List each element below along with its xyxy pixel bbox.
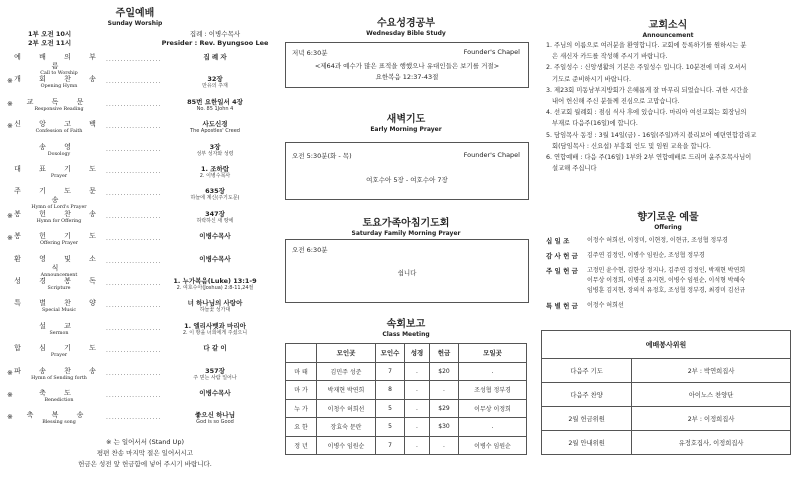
worship-item-value-sub: 하늘에 계신(주기도문) [190,195,240,202]
leader-dots: ................... [106,123,162,131]
table-cell: 마 가 [286,381,317,400]
table-cell: 김민주 성준 [317,362,376,381]
worship-item-en: Prayer [50,353,68,359]
worship-item-value [160,187,270,201]
worship-item-value-sub: 주 믿는 사람 일어나 [193,374,237,381]
table-cell: . [430,436,459,455]
offering-subtitle: Offering [654,224,682,231]
leader-dots: ................... [106,168,162,175]
worship-item-value [160,143,270,157]
worship-item-ko: 주 기 도 문 송 [14,187,104,205]
worship-item-name [14,75,104,90]
leader-dots: ................... [106,392,162,399]
table-cell: 조성협 정부경 [459,381,527,400]
announcement-line: 3. 제23회 미동남부지방회가 은혜롭게 잘 마무리 되었습니다. 귀한 시간을 [546,86,749,94]
worship-item [0,210,270,232]
announcement-line: 5. 담임목사 동정 : 3월 14일(금) - 16일(주일)까지 블리보어 예뎐연합감리교 [546,131,757,139]
stand-marker: ※ [7,99,13,108]
worship-item-value-main: 이병수목사 [199,389,231,397]
worship-item-value [160,411,270,425]
worship-item-name [14,344,104,359]
worship-item-name [14,98,104,113]
offering-names: 이무상 이정희, 이병권 유지현, 이병수 임원순, 이석형 박혜숙 [587,277,746,284]
table-row [286,436,527,455]
worship-item-value [160,232,270,240]
volunteers-header-row [542,331,791,359]
leader-dots: ................... [106,302,162,310]
table-header: 모인수 [376,344,405,363]
worship-item-name [14,143,104,158]
service-time-2: 2부 오전 11시 [28,39,72,47]
dawn-title: 새벽기도 [386,114,426,125]
worship-item-value-main: 다 같 이 [203,344,227,353]
worship-item-ko: 봉 헌 찬 송 [14,209,104,218]
dawn-place: Founder's Chapel [463,151,520,159]
worship-item-name [14,411,104,426]
worship-item-value [160,98,270,112]
table-header: 모일곳 [459,344,527,363]
worship-item [0,165,270,187]
worship-item-value [160,120,270,134]
volunteer-name: 2부 : 박연희집사 [632,359,791,383]
table-cell: . [459,362,527,381]
volunteer-role: 다음주 기도 [542,359,632,383]
footer-note-2: 헌금은 성전 앞 헌금함에 넣어 주시기 바랍니다. [78,460,212,468]
offering-title: 향기로운 예물 [637,212,699,223]
worship-item [0,389,270,411]
announcement-line: 설교해 주십니다 [546,165,597,173]
table-cell: . [405,418,430,437]
worship-item-ko: 파 송 찬 송 [14,366,104,375]
stand-marker: ※ [7,77,13,86]
worship-item-value [160,53,270,61]
worship-item-value-main: 이병수목사 [199,254,231,263]
dawn-time: 오전 5:30분(화 - 목) [292,152,352,160]
worship-item [0,187,270,209]
offering-names: 임병훈 김지현, 장의석 유정호, 조성협 정부경, 최경미 김선규 [587,287,746,294]
worship-item-value-sub: No. 85 1John 4 [196,105,234,112]
table-cell: . [405,381,430,400]
table-cell: 7 [376,362,405,381]
wednesday-lesson: <제64과 예수가 많은 표적을 행했으나 유대인들은 보기를 거절> [314,62,500,70]
table-cell: . [405,362,430,381]
worship-item-name [14,389,104,404]
table-cell: $29 [430,399,459,418]
worship-item-name [14,277,104,292]
table-header: 성경 [405,344,430,363]
stand-marker: ※ [7,122,13,131]
worship-item-value [160,389,270,397]
worship-item-en: Offering Prayer [40,241,78,247]
worship-item-en: Hymn of Sending forth [31,375,87,381]
announcement-line: 부재로 다음주(16일)에 합니다. [546,120,638,128]
table-cell: . [430,381,459,400]
presider-en: Presider : Rev. Byungsoo Lee [161,39,269,47]
presider-ko: 집례 : 이병수목사 [189,30,241,38]
table-cell: 누 가 [286,399,317,418]
worship-item-value-main: 집 례 자 [203,53,227,61]
leader-dots: ................... [106,145,162,153]
table-header: 헌금 [430,344,459,363]
table-cell: 정 년 [286,436,317,455]
worship-item-value-main: 1. 누가복음(Luke) 13:1-9 [173,277,257,285]
worship-item-en: Responsive Reading [34,106,84,112]
worship-item [0,255,270,277]
worship-item [0,120,270,142]
saturday-box [285,239,529,303]
leader-dots: ................... [106,347,162,355]
worship-item-ko: 대 표 기 도 [14,165,104,173]
worship-item-value-main: 347장 [205,209,225,218]
leader-dots: ................... [106,100,162,108]
worship-item-en: Announcement [40,272,78,278]
worship-item-ko: 합 심 기 도 [14,344,104,353]
worship-item-en: Sermon [49,330,69,336]
table-cell: 장효숙 문란 [317,418,376,437]
table-cell: 5 [376,399,405,418]
offering-label: 십 일 조 [546,237,570,245]
table-row [542,407,791,431]
worship-item-ko: 신 앙 고 백 [14,120,104,129]
announcement-line: 내어 헌신해 주신 분들께 진심으로 고맙습니다. [546,98,680,106]
saturday-title: 토요가족아침기도회 [362,218,450,229]
worship-item-value-main: 357장 [205,366,225,375]
worship-item-ko: 개 회 찬 송 [14,75,104,84]
worship-item [0,232,270,254]
stand-note: ※ 는 일어서서 (Stand Up) [106,438,184,446]
worship-item-name [14,210,104,225]
worship-item [0,75,270,97]
cell-title: 속회보고 [386,319,426,330]
worship-item-ko: 성 경 봉 독 [14,277,104,285]
worship-item-en: Call to Worship [40,71,78,76]
worship-item-name [14,165,104,180]
notice-title: 교회소식 [648,20,688,31]
presider [160,30,270,48]
leader-dots: ................... [106,235,162,243]
table-cell: 이병수 임원순 [317,436,376,455]
class-meeting-table [285,343,527,455]
worship-item-value-main: 1. 조하람 [200,165,230,173]
worship-item-name [14,299,104,314]
worship-item-en: Prayer [50,174,68,179]
class-meeting-body [286,362,527,455]
volunteer-name: 아이노스 찬양단 [632,383,791,407]
worship-item-value-main: 사도신경 [202,120,228,129]
worship-item-en: Blessing song [42,420,76,426]
worship-item-value-main: 좋으신 하나님 [195,411,235,420]
worship-item [0,411,270,433]
worship-item-value-main: 635장 [205,187,225,196]
worship-item-value [160,299,270,313]
table-cell: . [405,399,430,418]
stand-marker: ※ [7,211,13,220]
volunteer-role: 2월 헌금위원 [542,407,632,431]
wednesday-place: Founder's Chapel [463,48,520,56]
worship-item-value-main: 32장 [207,75,223,84]
leader-dots: ................... [106,414,162,422]
worship-item-en: Scripture [47,286,71,291]
worship-item-ko: 교 독 문 [26,97,92,106]
dawn-subtitle: Early Morning Prayer [370,126,442,133]
saturday-note: 쉽니다 [397,269,417,277]
worship-item-value-sub: 성부 성자와 성령 [196,150,234,157]
table-row [286,362,527,381]
table-cell: 요 한 [286,418,317,437]
leader-dots: ................... [106,324,162,332]
worship-item-value-main: 3장 [209,142,221,151]
worship-item [0,98,270,120]
worship-item-value-sub: 2. 이 땅을 너희에게 주셨으니 [182,329,248,336]
worship-item-ko: 축 도 [39,389,79,397]
announcement-line: 2. 주일성수 : 신앙생활의 기본은 주일성수 입니다. 10분전에 미리 오셔서 [546,64,747,72]
table-row [542,359,791,383]
offering-label: 특 별 헌 금 [546,302,578,310]
offering-label: 감 사 헌 금 [546,252,578,260]
table-header-row [286,344,527,363]
worship-item-en: Hymn for Offering [36,218,82,224]
worship-item [0,299,270,321]
offering-names: 고정민 윤수현, 김한상 정지나, 김주연 김정인, 박재현 박연희 [587,267,746,274]
table-cell: $20 [430,362,459,381]
worship-item-value [160,210,270,224]
table-cell: 마 태 [286,362,317,381]
worship-item-name [14,232,104,247]
volunteer-name: 유정호집사, 이정희집사 [632,431,791,455]
announcement-line: 1. 주님의 이름으로 여러분을 환영합니다. 교회에 등록하기를 원하시는 분 [546,42,747,49]
worship-item-value-sub: The Apostles' Creed [190,128,240,135]
volunteer-role: 2월 안내위원 [542,431,632,455]
dawn-box [285,142,529,200]
announcement-line: 6. 연합예배 : 다음 주(16일) 1부와 2부 연합예배로 드리며 윤주호목사님이 [546,154,752,162]
table-cell: 박재현 박연희 [317,381,376,400]
saturday-subtitle: Saturday Family Morning Prayer [351,230,461,237]
table-cell: . [459,418,527,437]
worship-item-value-main: 85번 요한일서 4장 [187,97,243,106]
worship-item-name [14,322,104,337]
worship-item-value-sub: God is so Good [196,419,234,426]
worship-item-en: Hymn of Lord's Prayer [31,205,87,211]
worship-item-value [160,255,270,263]
table-header: 모인곳 [317,344,376,363]
leader-dots: ................... [106,212,162,220]
worship-item-ko: 설 교 [39,321,79,330]
announcement-line: 회(담임목사 : 신요섭) 부흥회 인도 및 임원 교육을 합니다. [546,142,711,150]
table-cell: 7 [376,436,405,455]
worship-item-ko: 축 복 송 [26,411,92,420]
footer-note-1: 평편 찬송 마지막 절은 일어서시고 [96,449,194,457]
worship-subtitle: Sunday Worship [107,20,163,27]
offering-names: 김주연 김정인, 이병수 임원순, 조성협 정부경 [587,252,705,259]
leader-dots: ................... [106,78,162,86]
worship-item-en: Doxology [47,151,71,157]
table-cell: 이청수 허희선 [317,399,376,418]
stand-marker: ※ [7,413,13,422]
worship-item-name [14,187,104,211]
announcement-line: 기도로 준비하시기 바랍니다. [546,75,632,83]
volunteers-title: 예배봉사위원 [542,331,791,359]
worship-item [0,53,270,75]
dawn-scripture: 여호수아 5장 - 여호수아 7장 [366,176,448,184]
saturday-time: 오전 6:30분 [292,246,328,254]
volunteers-body [542,359,791,455]
worship-item-value [160,322,270,336]
worship-item-ko: 봉 헌 기 도 [14,232,104,241]
table-row [286,418,527,437]
worship-item-value-main: 너 하나님의 사랑아 [187,299,243,308]
leader-dots: ................... [106,369,162,377]
stand-marker: ※ [7,234,13,243]
offering-list [546,236,790,316]
worship-item [0,344,270,366]
leader-dots: ................... [106,280,162,287]
table-header [286,344,317,363]
worship-item-value-sub: 만유의 주재 [202,83,228,90]
notice-subtitle: Announcement [642,32,694,39]
announcement-line: 4. 선교회 월례회 : 점심 식사 후에 있습니다. 마리아 여선교회는 회장님의 [546,109,747,117]
offering-label: 주 일 헌 금 [546,267,578,275]
leader-dots: ................... [106,56,162,63]
worship-item-en: Benediction [44,398,74,403]
worship-item-value-sub: 2. 여호수아(Joshua) 2:8-11,24절 [176,285,254,291]
worship-item-value-sub: 2. 이병수목사 [199,173,231,179]
announcement-list [546,40,790,174]
wednesday-scripture: 요한복음 12:37-43절 [375,73,439,81]
worship-item-value-sub: 하늘꽃 성가대 [199,307,231,314]
worship-item-value [160,367,270,381]
worship-item-value-sub: 허락하신 새 땅에 [196,217,234,224]
announcement-line: 은 새신자 카드를 작성해 주시기 바랍니다. [546,53,668,61]
volunteer-role: 다음주 찬양 [542,383,632,407]
wednesday-subtitle: Wednesday Bible Study [366,30,446,37]
leader-dots: ................... [106,190,162,198]
cell-subtitle: Class Meeting [382,331,430,338]
offering-names: 이정수 허희선 [587,302,624,309]
worship-item-value-main: 이병수목사 [199,232,231,241]
table-cell: $30 [430,418,459,437]
table-cell: 8 [376,381,405,400]
stand-marker: ※ [7,391,13,399]
table-cell: 이병수 임원순 [459,436,527,455]
worship-item-value [160,277,270,291]
worship-item-name [14,367,104,382]
wednesday-time: 저녁 6:30분 [292,49,328,57]
worship-item-ko: 환 영 및 소 식 [14,254,104,272]
table-row [542,383,791,407]
worship-item-en: Special Music [41,308,77,314]
table-row [542,431,791,455]
wednesday-title: 수요성경공부 [377,18,435,29]
worship-item-value-main: 1. 엘리사벳과 마리아 [184,321,246,330]
worship-item-en: Opening Hymn [40,84,78,90]
worship-title: 주일예배 [115,8,155,19]
stand-marker: ※ [7,368,13,377]
worship-item [0,143,270,165]
worship-item-en: Confession of Faith [35,129,83,135]
table-cell: 이무상 이정희 [459,399,527,418]
volunteers-table [541,330,791,455]
worship-item-value [160,165,270,179]
service-times [28,30,71,48]
worship-item-name [14,255,104,279]
worship-item-name [14,53,104,77]
worship-item-ko: 특 별 찬 양 [14,299,104,308]
worship-item [0,367,270,389]
worship-item-value [160,344,270,352]
worship-item-ko: 송 영 [39,142,79,151]
table-cell: 5 [376,418,405,437]
volunteer-name: 2부 : 이정희집사 [632,407,791,431]
worship-item-name [14,120,104,135]
table-row [286,399,527,418]
offering-names: 이정수 허희선, 이정미, 이현정, 이현규, 조성협 정부경 [587,237,728,244]
worship-item-value [160,75,270,89]
worship-item [0,322,270,344]
service-time-1: 1부 오전 10시 [28,30,72,38]
leader-dots: ................... [106,257,162,265]
worship-item-ko: 예 배 의 부 름 [14,53,104,70]
table-row [286,381,527,400]
table-cell: . [405,436,430,455]
worship-item [0,277,270,299]
wednesday-box [285,42,529,88]
